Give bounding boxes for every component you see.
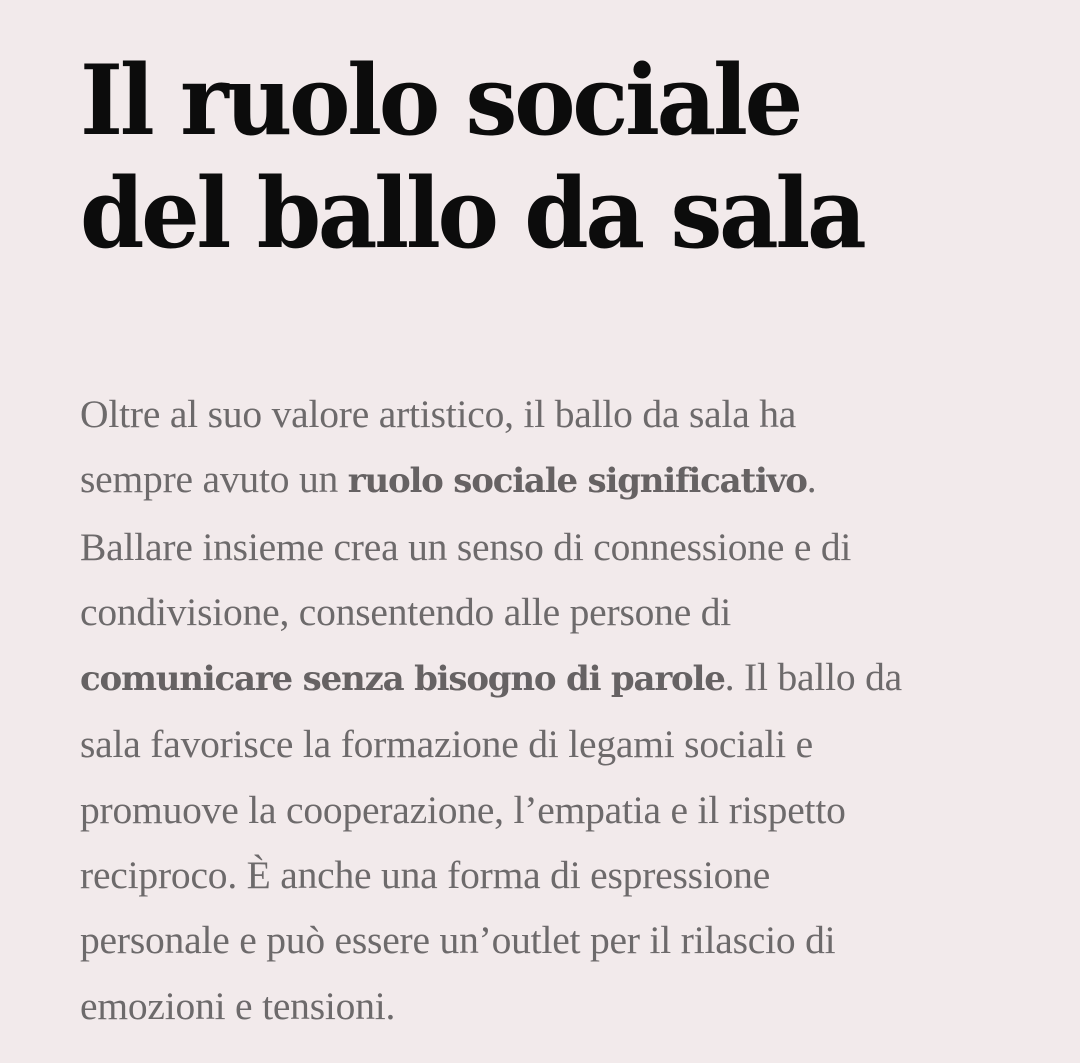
article-title-line: del ballo da sala [80,157,864,270]
article-title-line: Il ruolo sociale [80,44,800,157]
paragraph-text: . [806,457,817,502]
paragraph-line [80,712,1010,777]
paragraph-text: reciproco. È anche una forma di espressione [80,853,771,898]
paragraph-line [80,515,1010,580]
paragraph-text: promuove la cooperazione, l’empatia e il rispetto [80,787,846,832]
paragraph-text: sala favorisce la formazione di legami sociali e [80,722,813,767]
paragraph-text: sempre avuto un [80,457,348,502]
paragraph-line [80,580,1010,645]
article-paragraph [80,382,1010,1039]
paragraph-line [80,908,1010,973]
paragraph-line [80,974,1010,1039]
paragraph-text: Ballare insieme crea un senso di connessione e di [80,524,852,569]
paragraph-text: personale e può essere un’outlet per il rilascio di [80,918,836,963]
article-title [80,0,973,270]
paragraph-line [80,382,1010,447]
paragraph-line [80,645,1010,712]
emphasis-communicate: comunicare senza bisogno di parole [80,659,725,700]
paragraph-text: emozioni e tensioni. [80,983,396,1028]
paragraph-text: condivisione, consentendo alle persone di [80,589,732,634]
paragraph-text: . Il ballo da [724,655,902,700]
article [80,0,1010,1028]
paragraph-text: Oltre al suo valore artistico, il ballo da sala ha [80,392,797,436]
paragraph-line [80,778,1010,843]
paragraph-line [80,843,1010,908]
paragraph-line [80,447,1010,514]
emphasis-social-role: ruolo sociale significativo [347,461,807,502]
